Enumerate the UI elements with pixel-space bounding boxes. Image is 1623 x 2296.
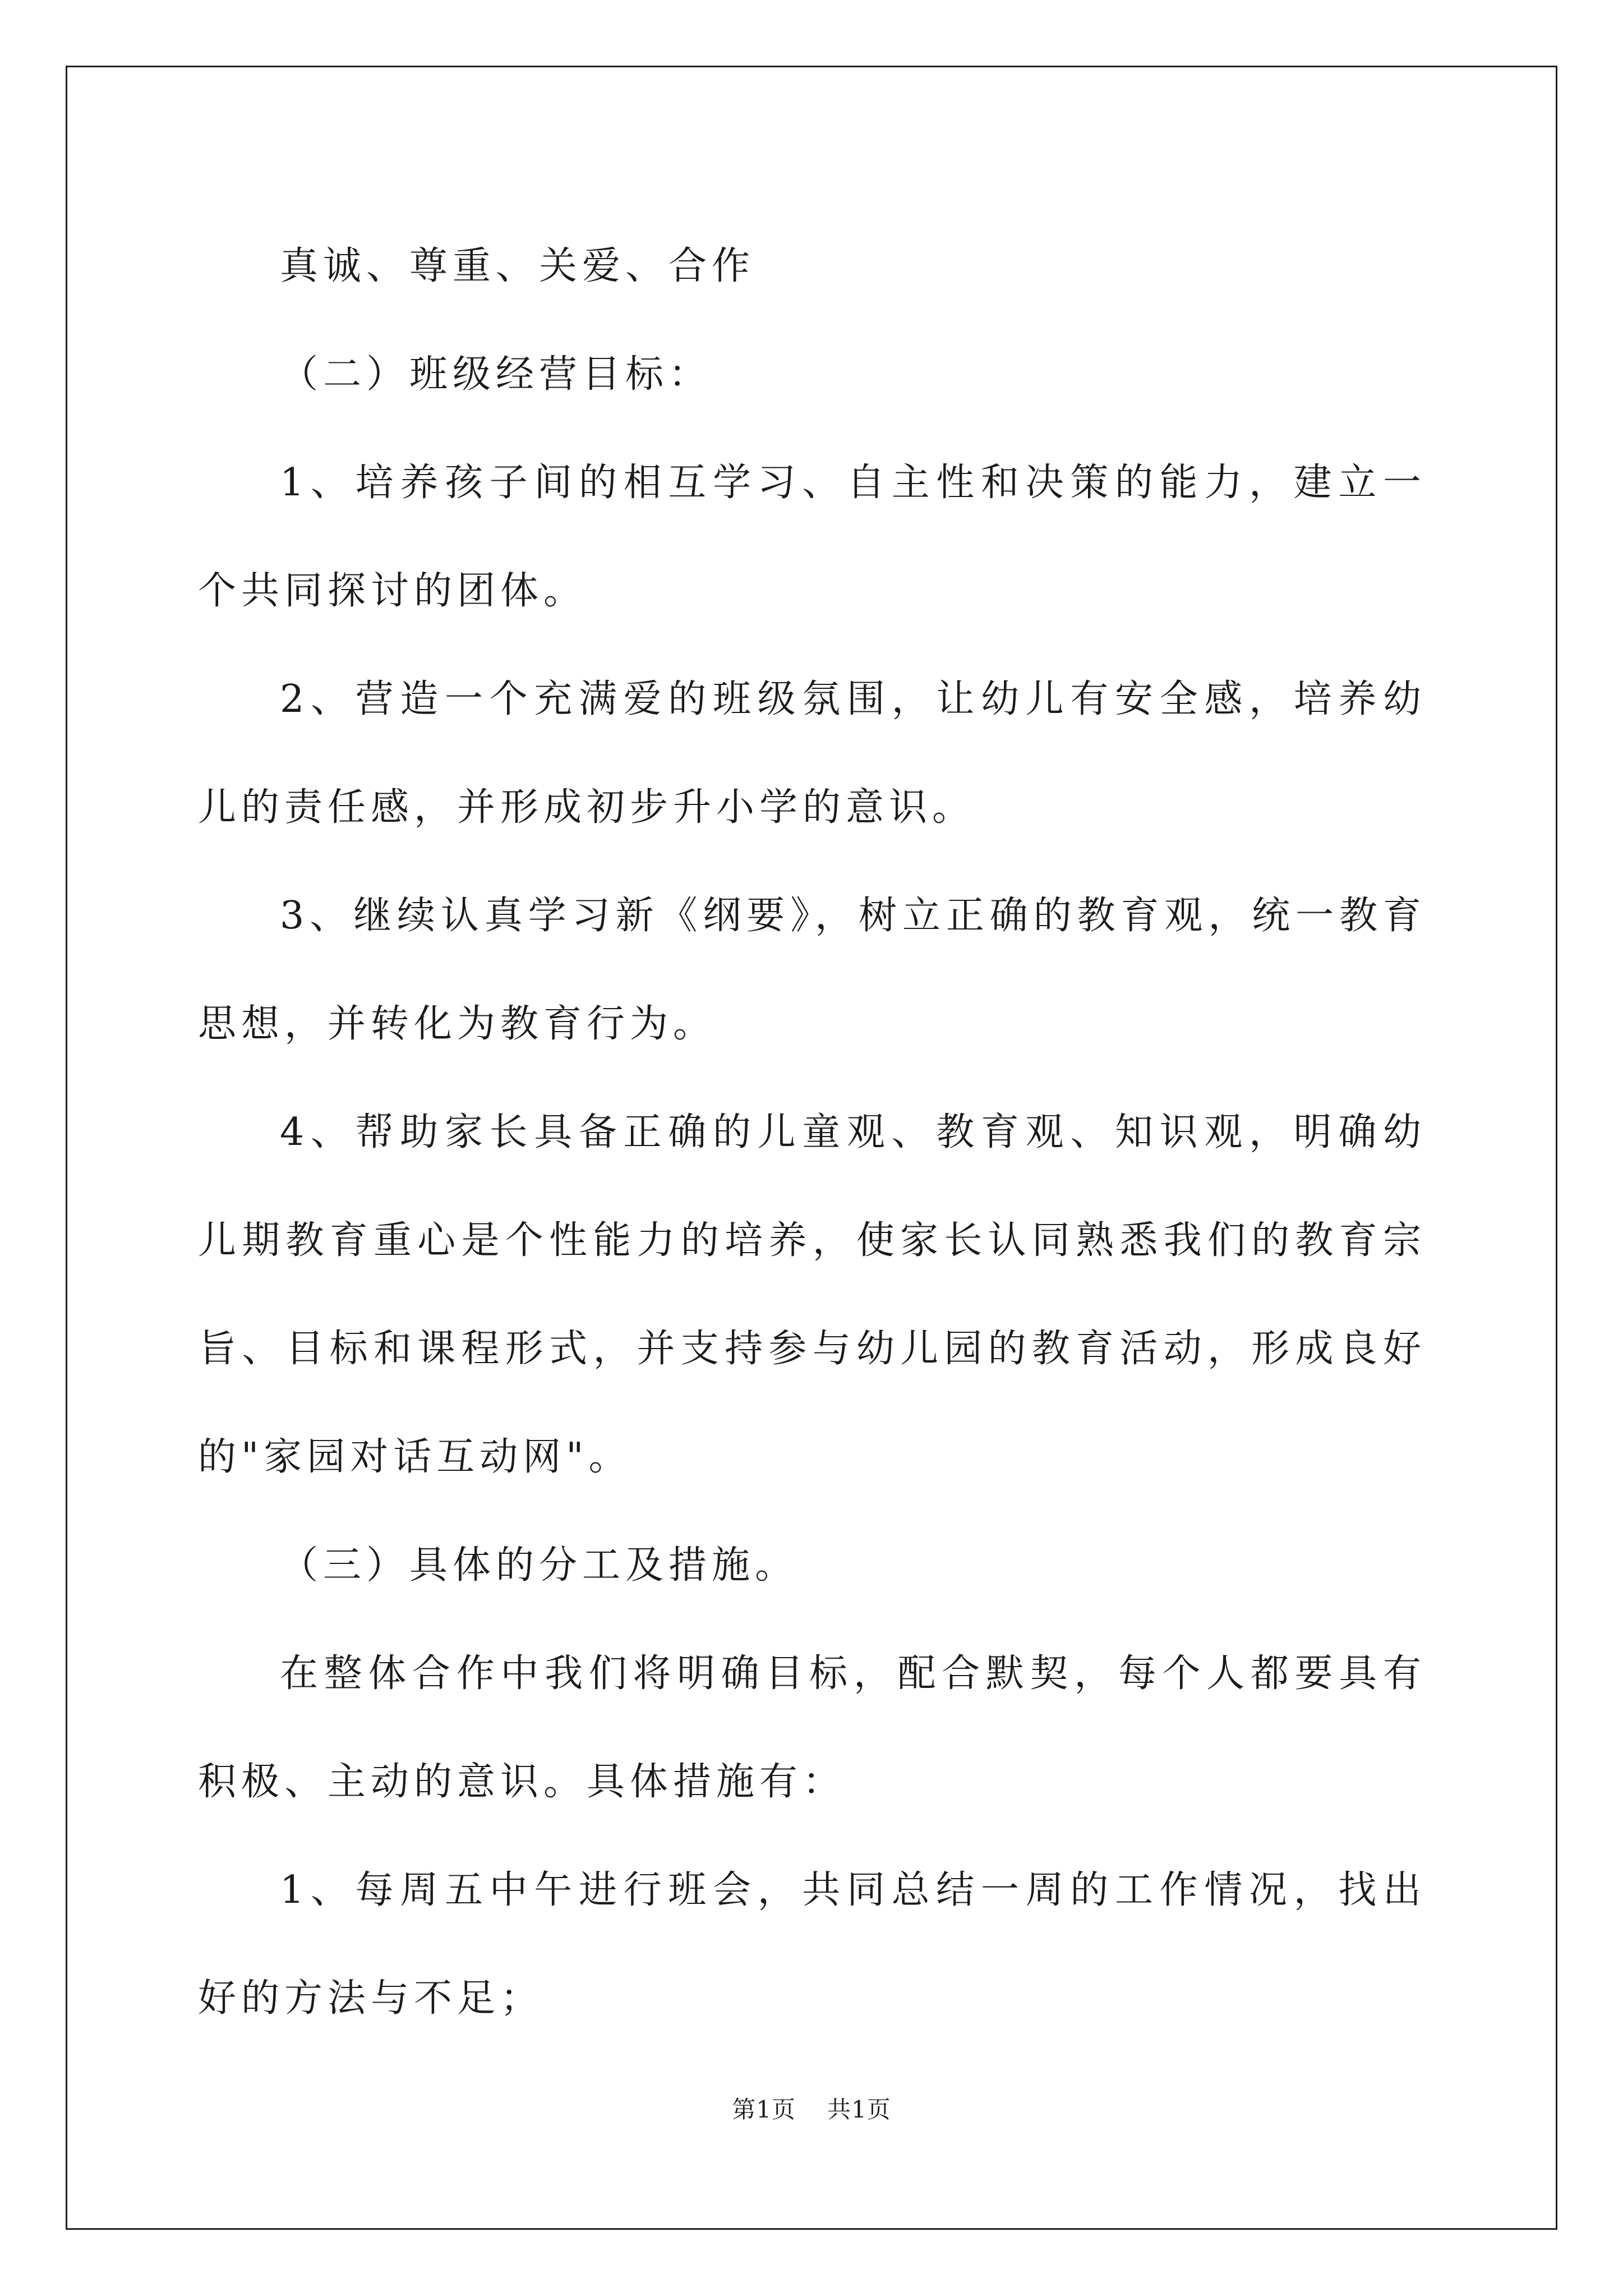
paragraph-section-heading-3: （三）具体的分工及措施。 bbox=[280, 1543, 799, 1588]
paragraph-section-heading-2: （二）班级经营目标： bbox=[280, 352, 712, 397]
document-body bbox=[198, 212, 1426, 2053]
paragraph-goal-4: 4、帮助家长具备正确的儿童观、教育观、知识观，明确幼儿期教育重心是个性能力的培养，使家长认同熟悉我们的教育宗旨、目标和课程形式，并支持参与幼儿园的教育活动，形成良好的"家园对话互动网"。 bbox=[198, 1110, 1426, 1479]
page-footer bbox=[0, 2091, 1623, 2125]
paragraph-measure-1: 1、每周五中午进行班会，共同总结一周的工作情况，找出好的方法与不足； bbox=[198, 1868, 1426, 2021]
total-pages: 共1页 bbox=[827, 2096, 891, 2123]
paragraph-core-values: 真诚、尊重、关爱、合作 bbox=[280, 244, 755, 288]
paragraph-goal-3: 3、继续认真学习新《纲要》，树立正确的教育观，统一教育思想，并转化为教育行为。 bbox=[198, 894, 1426, 1046]
paragraph-measures-intro: 在整体合作中我们将明确目标，配合默契，每个人都要具有积极、主动的意识。具体措施有： bbox=[198, 1651, 1426, 1804]
paragraph-goal-2: 2、营造一个充满爱的班级氛围，让幼儿有安全感，培养幼儿的责任感，并形成初步升小学的意识。 bbox=[198, 677, 1426, 830]
paragraph-goal-1: 1、培养孩子间的相互学习、自主性和决策的能力，建立一个共同探讨的团体。 bbox=[198, 461, 1426, 613]
page-number: 第1页 bbox=[732, 2096, 796, 2123]
